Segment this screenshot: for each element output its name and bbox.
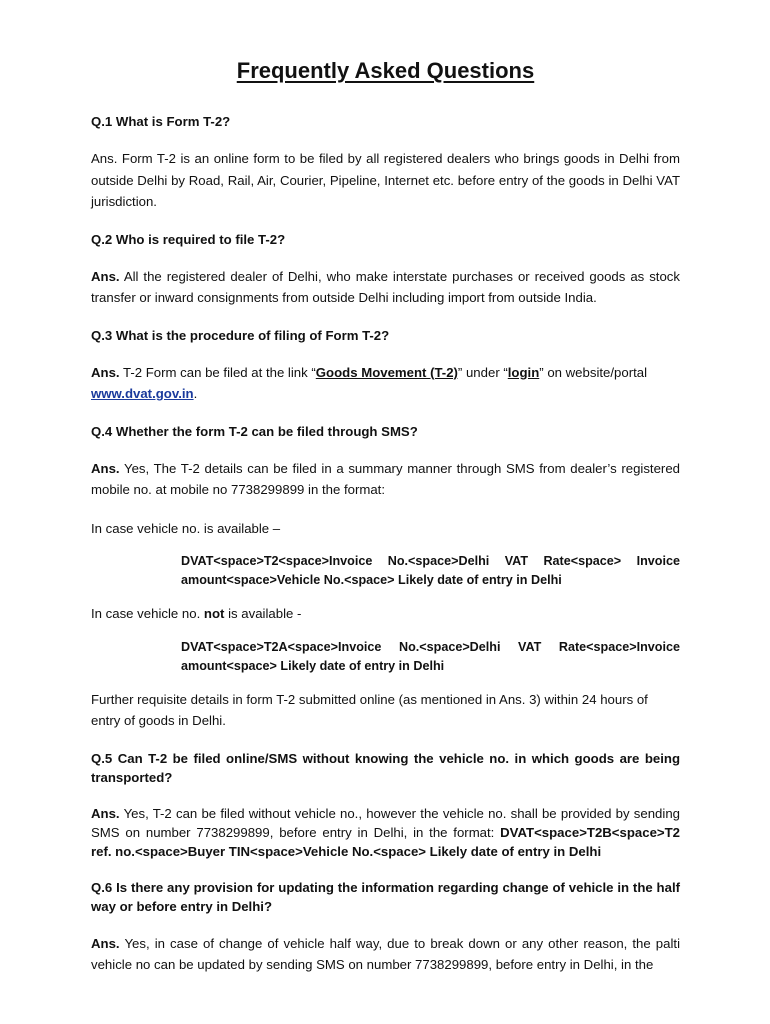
answer-2 (91, 266, 680, 309)
page-title: Frequently Asked Questions (236, 58, 535, 83)
sms-format-t2b: DVAT<space>T2B<space>T2 ref. no.<space>Buyer TIN<space>Vehicle No.<space> Likely date of entry in Delhi (91, 824, 680, 859)
login-link[interactable]: login (507, 364, 540, 380)
question-1: Q.1 What is Form T-2? (91, 114, 231, 129)
answer-label: Ans. (91, 935, 120, 951)
case-2-not: not (203, 606, 225, 621)
answer-4-text: Yes, The T-2 details can be filed in a summary manner through SMS from dealer’s registered mobile no. at mobile no 7738299899 in the format: (91, 460, 680, 497)
sms-format-t2: DVAT<space>T2<space>Invoice No.<space>Delhi VAT Rate<space> Invoice amount<space>Vehicle No.<space> Likely date of entry in Delhi (181, 554, 680, 587)
case-2-text-a: In case vehicle no. (91, 606, 204, 621)
answer-label: Ans. (91, 268, 120, 284)
answer-6 (91, 933, 680, 975)
case-vehicle-not-available (91, 603, 680, 625)
sms-format-t2a: DVAT<space>T2A<space>Invoice No.<space>Delhi VAT Rate<space>Invoice amount<space> Likely date of entry in Delhi (181, 639, 680, 673)
answer-2-text: All the registered dealer of Delhi, who make interstate purchases or received goods as stock transfer or inward consignments from outside Delhi including import from outside India. (91, 268, 680, 305)
question-6: Q.6 Is there any provision for updating the information regarding change of vehicle in the half way or before entry in Delhi? (91, 879, 680, 914)
answer-label: Ans. (91, 364, 120, 380)
question-2: Q.2 Who is required to file T-2? (91, 231, 286, 247)
question-5: Q.5 Can T-2 be filed online/SMS without knowing the vehicle no. in which goods are being transported? (91, 750, 680, 785)
answer-4 (91, 458, 680, 501)
answer-3 (91, 362, 680, 405)
answer-label: Ans. (91, 805, 120, 821)
question-4: Q.4 Whether the form T-2 can be filed through SMS? (91, 423, 418, 439)
answer-3-text-4: . (193, 386, 198, 401)
answer-6-text: Yes, in case of change of vehicle half way, due to break down or any other reason, the palti vehicle no can be updated by sending SMS on number 7738299899, before entry in Delhi, in the (91, 935, 681, 972)
answer-3-text-2: ” under “ (457, 364, 508, 380)
case-vehicle-available: In case vehicle no. is available – (91, 520, 281, 536)
question-3: Q.3 What is the procedure of filing of Form T-2? (91, 327, 390, 343)
answer-3-text-3: ” on website/portal (539, 364, 648, 380)
case-2-text-c: is available - (224, 606, 302, 621)
answer-5 (91, 804, 680, 861)
goods-movement-link[interactable]: Goods Movement (T-2) (315, 364, 458, 380)
answer-3-text-1: T-2 Form can be filed at the link “ (123, 364, 316, 380)
further-details: Further requisite details in form T-2 submitted online (as mentioned in Ans. 3) within 24 hours of entry of goods in Delhi. (91, 691, 648, 728)
answer-label: Ans. (91, 460, 120, 476)
dvat-website-link[interactable]: www.dvat.gov.in (91, 386, 194, 401)
answer-1: Ans. Form T-2 is an online form to be filed by all registered dealers who brings goods in Delhi from outside Delhi by Road, Rail, Air, Courier, Pipeline, Internet etc. before entry of the goods in Delhi VAT jurisdiction. (91, 151, 680, 209)
answer-5-text: Yes, T-2 can be filed without vehicle no., however the vehicle no. shall be provided by sending SMS on number 7738299899, before entry in Delhi, in the format: (91, 805, 680, 840)
